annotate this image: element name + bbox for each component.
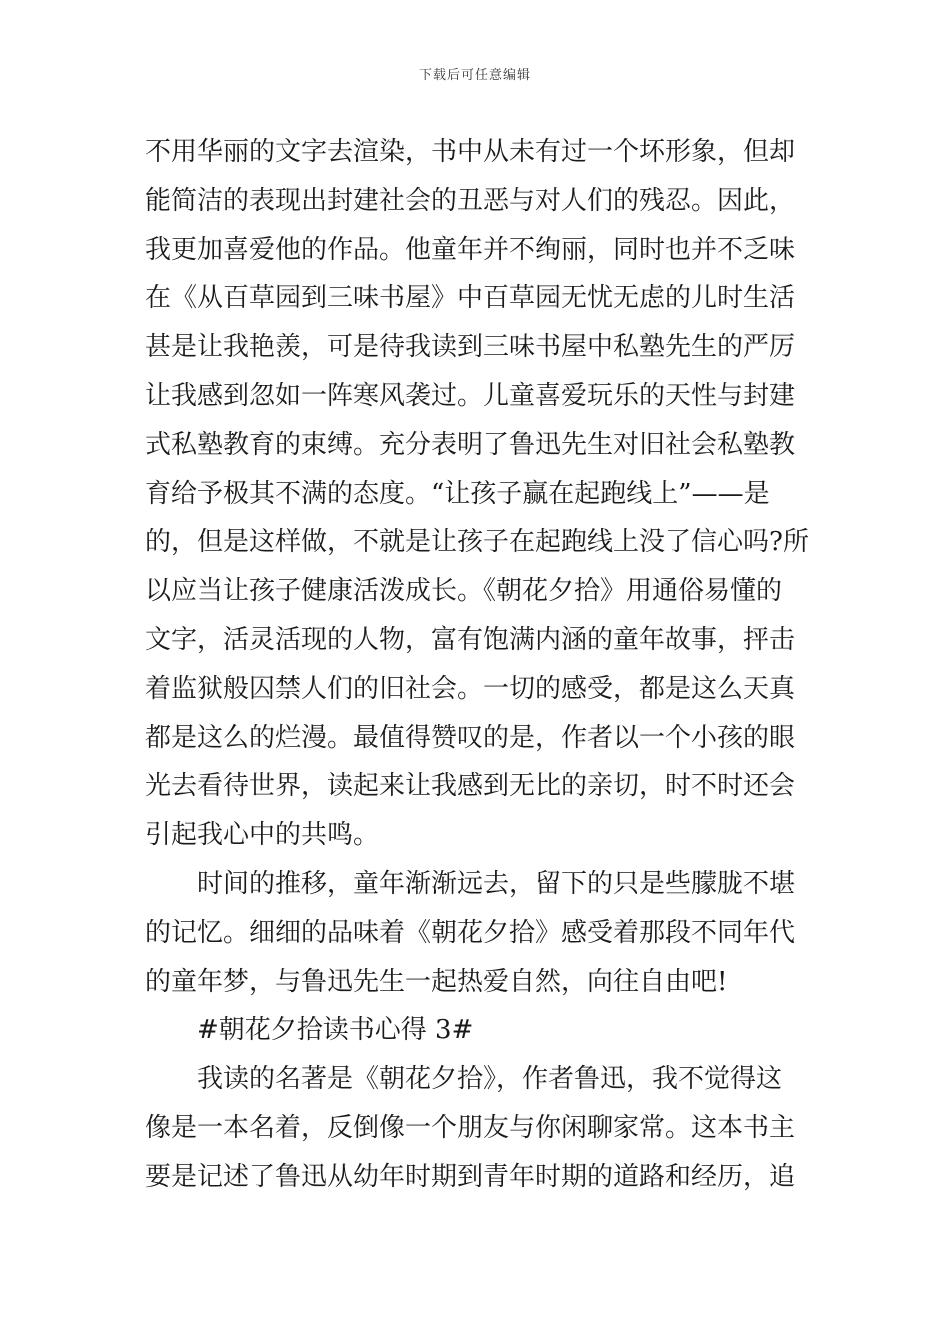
text-line: #朝花夕拾读书心得 3#: [197, 1015, 474, 1046]
text-line: 我读的名著是《朝花夕拾》，作者鲁迅，我不觉得这: [197, 1064, 783, 1095]
text-line: 能简洁的表现出封建社会的丑恶与对人们的残忍。因此，: [145, 185, 796, 216]
text-line: 都是这么的烂漫。最值得赞叹的是，作者以一个小孩的眼: [145, 722, 796, 753]
text-line: 以应当让孩子健康活泼成长。《朝花夕拾》用通俗易懂的: [145, 576, 783, 607]
text-line: 的，但是这样做，不就是让孩子在起跑线上没了信心吗?所: [145, 527, 809, 558]
text-line: 光去看待世界，读起来让我感到无比的亲切，时不时还会: [145, 771, 796, 802]
text-line: 引起我心中的共鸣。: [145, 820, 380, 851]
text-line: 着监狱般囚禁人们的旧社会。一切的感受，都是这么天真: [145, 673, 796, 704]
document-body: [145, 128, 809, 1202]
text-line: 文字，活灵活现的人物，富有饱满内涵的童年故事，抨击: [145, 624, 796, 655]
text-line: 像是一本名着，反倒像一个朋友与你闲聊家常。这本书主: [145, 1112, 796, 1143]
text-line: 不用华丽的文字去渲染，书中从未有过一个坏形象，但却: [145, 137, 796, 167]
text-line: 育给予极其不满的态度。“让孩子赢在起跑线上”——是: [145, 478, 770, 509]
text-line: 的记忆。细细的品味着《朝花夕拾》感受着那段不同年代: [145, 917, 796, 948]
page-header-note: 下载后可任意编辑: [418, 68, 531, 83]
text-line: 甚是让我艳羡，可是待我读到三味书屋中私塾先生的严厉: [145, 332, 796, 363]
text-line: 式私塾教育的束缚。充分表明了鲁迅先生对旧社会私塾教: [145, 429, 796, 460]
text-line: 的童年梦，与鲁迅先生一起热爱自然，向往自由吧!: [145, 966, 728, 997]
text-line: 我更加喜爱他的作品。他童年并不绚丽，同时也并不乏味: [145, 234, 796, 265]
text-line: 时间的推移，童年渐渐远去，留下的只是些朦胧不堪: [197, 868, 796, 899]
text-line: 让我感到忽如一阵寒风袭过。儿童喜爱玩乐的天性与封建: [145, 380, 796, 411]
text-line: 在《从百草园到三味书屋》中百草园无忧无虑的儿时生活: [145, 283, 796, 314]
text-line: 要是记述了鲁迅从幼年时期到青年时期的道路和经历，追: [145, 1161, 796, 1192]
